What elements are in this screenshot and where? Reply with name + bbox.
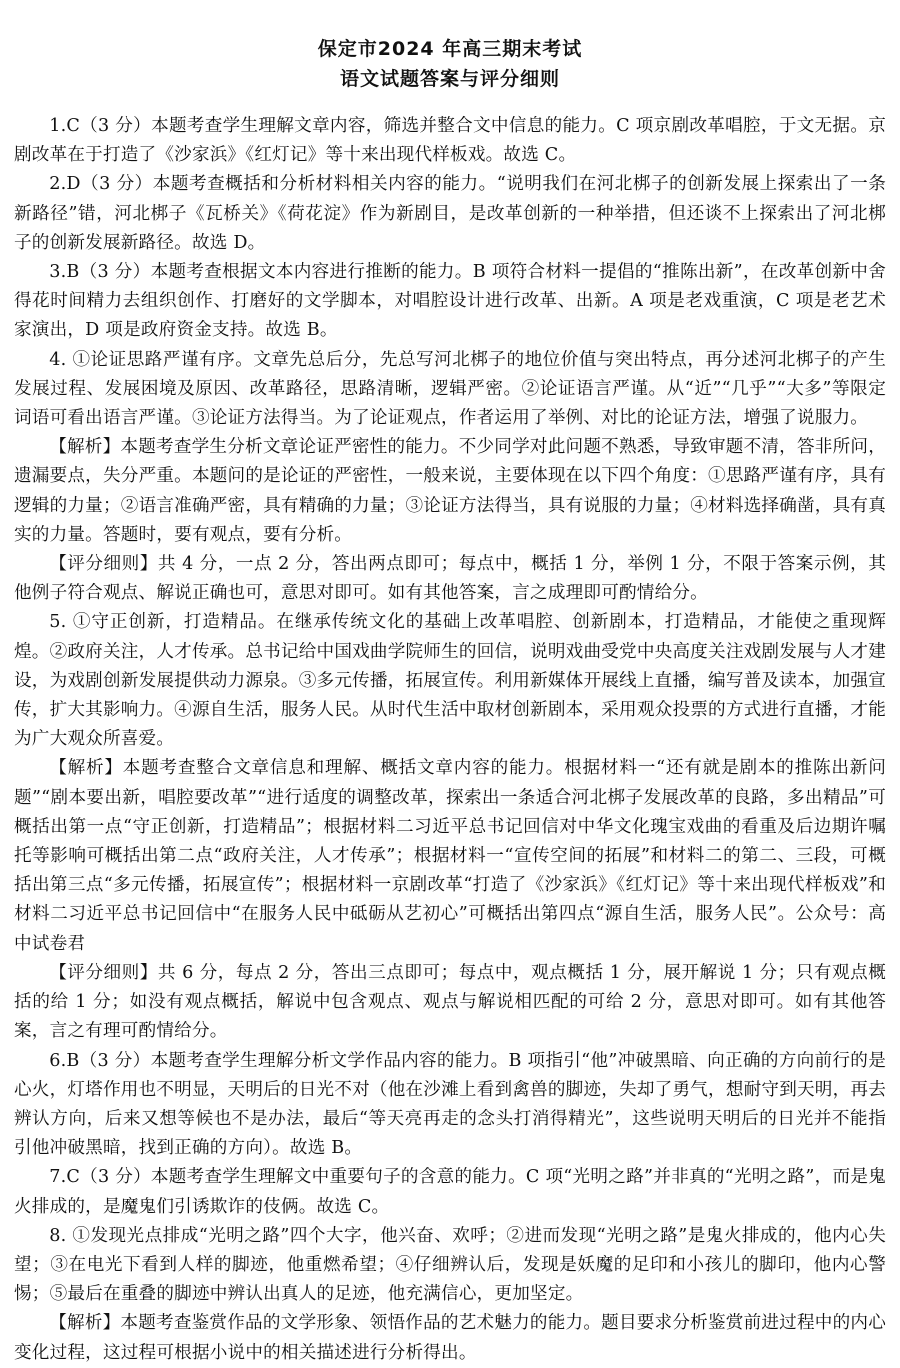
- answer-q6: 6.B（3 分）本题考查学生理解分析文学作品内容的能力。B 项指引“他”冲破黑暗、向正确的方向前行的是心火，灯塔作用也不明显，天明后的日光不对（他在沙滩上看到禽兽的脚迹，失却了勇气，想耐守到天明，再去辨认方向，后来又想等候也不是办法，最后“等天亮再走的念头打消得精光”，这些说明天明后的日光并不能指引他冲破黑暗，找到正确的方向）。故选 B。: [14, 1050, 886, 1159]
- answer-q5: 5. ①守正创新，打造精品。在继承传统文化的基础上改革唱腔、创新剧本，打造精品，才能使之重现辉煌。②政府关注，人才传承。总书记给中国戏曲学院师生的回信，说明戏曲受党中央高度关注戏剧发展与人才建设，为戏剧创新发展提供动力源泉。③多元传播，拓展宣传。利用新媒体开展线上直播，编写普及读本，加强宣传，扩大其影响力。④源自生活，服务人民。从时代生活中取材创新剧本，采用观众投票的方式进行直播，才能为广大观众所喜爱。: [14, 612, 886, 750]
- answer-body: [14, 112, 886, 1368]
- answer-q2: 2.D（3 分）本题考查概括和分析材料相关内容的能力。“说明我们在河北梆子的创新发展上探索出了一条新路径”错，河北梆子《瓦桥关》《荷花淀》作为新剧目，是改革创新的一种举措，但还谈不上探索出了河北梆子的创新发展新路径。故选 D。: [14, 174, 886, 253]
- answer-q4: 4. ①论证思路严谨有序。文章先总后分，先总写河北梆子的地位价值与突出特点，再分述河北梆子的产生发展过程、发展困境及原因、改革路径，思路清晰，逻辑严密。②论证语言严谨。从“近”“几乎”“大多”等限定词语可看出语言严谨。③论证方法得当。为了论证观点，作者运用了举例、对比的论证方法，增强了说服力。: [14, 349, 886, 429]
- analysis-q5: 【解析】本题考查整合文章信息和理解、概括文章内容的能力。根据材料一“还有就是剧本的推陈出新问题”“剧本要出新，唱腔要改革”“进行适度的调整改革，探索出一条适合河北梆子发展改革的良路，多出精品”可概括出第一点“守正创新，打造精品”；根据材料二习近平总书记回信对中华文化瑰宝戏曲的看重及后边期许嘱托等影响可概括出第二点“政府关注，人才传承”；根据材料一“宣传空间的拓展”和材料二的第二、三段，可概括出第三点“多元传播，拓展宣传”；根据材料一京剧改革“打造了《沙家浜》《红灯记》等十来出现代样板戏”和材料二习近平总书记回信中“在服务人民中砥砺从艺初心”可概括出第四点“源自生活，服务人民”。公众号：高中试卷君: [14, 758, 886, 954]
- analysis-q8: 【解析】本题考查鉴赏作品的文学形象、领悟作品的艺术魅力的能力。题目要求分析鉴赏前进过程中的内心变化过程，这过程可根据小说中的相关描述进行分析得出。: [14, 1313, 886, 1363]
- scoring-q4: 【评分细则】共 4 分，一点 2 分，答出两点即可；每点中，概括 1 分，举例 1 分，不限于答案示例，其他例子符合观点、解说正确也可，意思对即可。如有其他答案，言之成理即可酌情给分。: [14, 554, 886, 604]
- answer-q7: 7.C（3 分）本题考查学生理解文中重要句子的含意的能力。C 项“光明之路”并非真的“光明之路”，而是鬼火排成的，是魔鬼们引诱欺诈的伎俩。故选 C。: [14, 1167, 886, 1217]
- answer-q3: 3.B（3 分）本题考查根据文本内容进行推断的能力。B 项符合材料一提倡的“推陈出新”，在改革创新中舍得花时间精力去组织创作、打磨好的文学脚本，对唱腔设计进行改革、出新。A 项是老戏重演，C 项是老艺术家演出，D 项是政府资金支持。故选 B。: [14, 262, 886, 341]
- analysis-q4: 【解析】本题考查学生分析文章论证严密性的能力。不少同学对此问题不熟悉，导致审题不清，答非所问，遗漏要点，失分严重。本题问的是论证的严密性，一般来说，主要体现在以下四个角度：①思路严谨有序，具有逻辑的力量；②语言准确严密，具有精确的力量；③论证方法得当，具有说服的力量；④材料选择确凿，具有真实的力量。答题时，要有观点，要有分析。: [14, 437, 886, 545]
- answer-q8: 8. ①发现光点排成“光明之路”四个大字，他兴奋、欢呼；②进而发现“光明之路”是鬼火排成的，他内心失望；③在电光下看到人样的脚迹，他重燃希望；④仔细辨认后，发现是妖魔的足印和小孩儿的脚印，他内心警惕；⑤最后在重叠的脚迹中辨认出真人的足迹，他充满信心，更加坚定。: [14, 1225, 886, 1305]
- document-title: 保定市2024 年高三期末考试: [317, 38, 583, 60]
- answer-q1: 1.C（3 分）本题考查学生理解文章内容，筛选并整合文中信息的能力。C 项京剧改革唱腔，于文无据。京剧改革在于打造了《沙家浜》《红灯记》等十来出现代样板戏。故选 C。: [14, 116, 886, 166]
- scoring-q5: 【评分细则】共 6 分，每点 2 分，答出三点即可；每点中，观点概括 1 分，展开解说 1 分；只有观点概括的给 1 分；如没有观点概括，解说中包含观点、观点与解说相匹配的可给 2 分，意思对即可。如有其他答案，言之有理可酌情给分。: [14, 962, 886, 1042]
- document-subtitle: 语文试题答案与评分细则: [339, 68, 560, 90]
